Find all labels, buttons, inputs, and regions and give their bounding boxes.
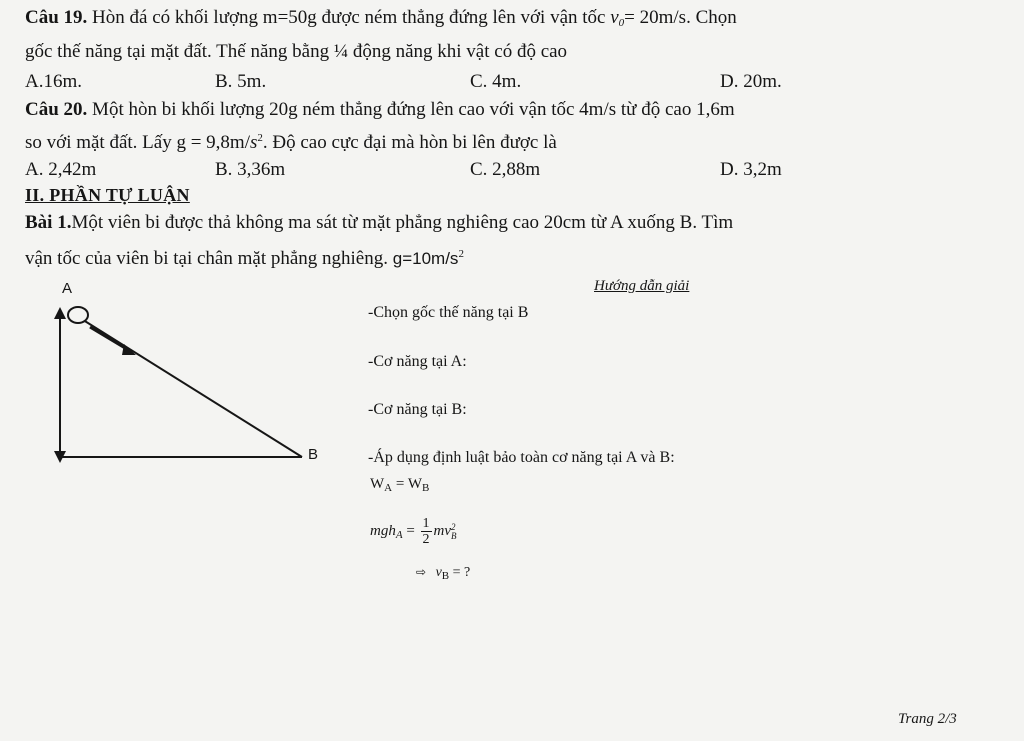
- q20-option-d: D. 3,2m: [720, 159, 782, 180]
- motion-arrow-head: [122, 344, 136, 355]
- solution-step1: -Chọn gốc thế năng tại B: [368, 304, 529, 321]
- label-b: B: [308, 446, 319, 463]
- bai1-g: g=10m/s: [392, 249, 459, 268]
- implies-arrow-icon: ⇨: [416, 565, 427, 579]
- solution-step4: -Áp dụng định luật bảo toàn cơ năng tại A và B:: [368, 449, 675, 466]
- bai1-text1: Một viên bi được thả không ma sát từ mặt phẳng nghiêng cao 20cm từ A xuống B. Tìm: [71, 212, 734, 233]
- q20-line1: [25, 98, 735, 122]
- eq3-rest: = ?: [449, 565, 471, 580]
- bai1-line1: [25, 211, 733, 235]
- solution-title: Hướng dẫn giải: [594, 278, 690, 294]
- q19-line1: [25, 6, 737, 35]
- q20-text2a: so với mặt đất. Lấy g = 9,8m/: [25, 132, 250, 153]
- q19-line2: gốc thế năng tại mặt đất. Thế năng bằng ¼ động năng khi vật có độ cao: [25, 41, 568, 62]
- q19-text1: Hòn đá có khối lượng m=50g được ném thẳng đứng lên với vận tốc: [87, 7, 611, 28]
- q19-v0-var: v: [610, 7, 619, 28]
- eq2-right-sub: B: [451, 530, 457, 541]
- eq2-fraction: [421, 516, 432, 547]
- q20-option-c: C. 2,88m: [470, 159, 541, 180]
- bai1-label: Bài 1.: [25, 212, 72, 233]
- q20-option-b: B. 3,36m: [215, 159, 286, 180]
- solution-eq3: [416, 562, 470, 586]
- bai1-text2: vận tốc của viên bi tại chân mặt phẳng nghiêng.: [25, 248, 393, 269]
- label-a: A: [62, 280, 73, 297]
- eq2-left: mgh: [370, 523, 396, 539]
- solution-step3: -Cơ năng tại B:: [368, 401, 467, 418]
- solution-eq2: [370, 514, 457, 552]
- q19-text2: = 20m/s. Chọn: [624, 7, 737, 28]
- page-number: Trang 2/3: [898, 711, 957, 727]
- q20-text1: Một hòn bi khối lượng 20g ném thẳng đứng lên cao với vận tốc 4m/s từ độ cao 1,6m: [87, 99, 735, 120]
- solution-step2: -Cơ năng tại A:: [368, 353, 467, 370]
- bai1-g-sup: 2: [458, 248, 464, 260]
- q20-line2: [25, 126, 557, 155]
- eq3-sub: B: [441, 570, 450, 582]
- eq1-right: W: [407, 476, 422, 492]
- q20-s: s: [250, 132, 258, 153]
- q20-sup: 2: [257, 132, 263, 144]
- eq1-left: W: [370, 476, 385, 492]
- eq2-num: 1: [422, 516, 430, 532]
- eq1-right-sub: B: [422, 482, 430, 494]
- incline-diagram: [40, 275, 340, 475]
- q19-label: Câu 19.: [25, 7, 88, 28]
- q20-text2b: . Độ cao cực đại mà hòn bi lên được là: [262, 132, 557, 153]
- eq1-left-sub: A: [384, 482, 393, 494]
- ball-icon: [68, 307, 88, 323]
- q20-label: Câu 20.: [25, 99, 88, 120]
- bai1-line2: [25, 242, 464, 271]
- eq2-right-sup: 2: [451, 521, 456, 532]
- q20-option-a: A. 2,42m: [25, 159, 97, 180]
- q19-option-c: C. 4m.: [470, 71, 522, 92]
- solution-eq1: [370, 474, 429, 498]
- eq2-right: mv: [433, 523, 452, 539]
- eq2-den: 2: [422, 532, 430, 548]
- q19-v0-sub: 0: [618, 17, 625, 29]
- incline-slope: [72, 313, 302, 457]
- q19-option-a: A.16m.: [25, 71, 82, 92]
- eq2-scripts: [451, 523, 457, 541]
- eq2-eq: =: [402, 523, 419, 539]
- eq1-mid: =: [392, 476, 408, 492]
- eq2-left-sub: A: [395, 529, 403, 541]
- height-arrow-up: [54, 307, 66, 319]
- q19-option-d: D. 20m.: [720, 71, 782, 92]
- eq3-var: v: [435, 565, 442, 580]
- section-heading: II. PHẦN TỰ LUẬN: [25, 185, 190, 205]
- q19-option-b: B. 5m.: [215, 71, 267, 92]
